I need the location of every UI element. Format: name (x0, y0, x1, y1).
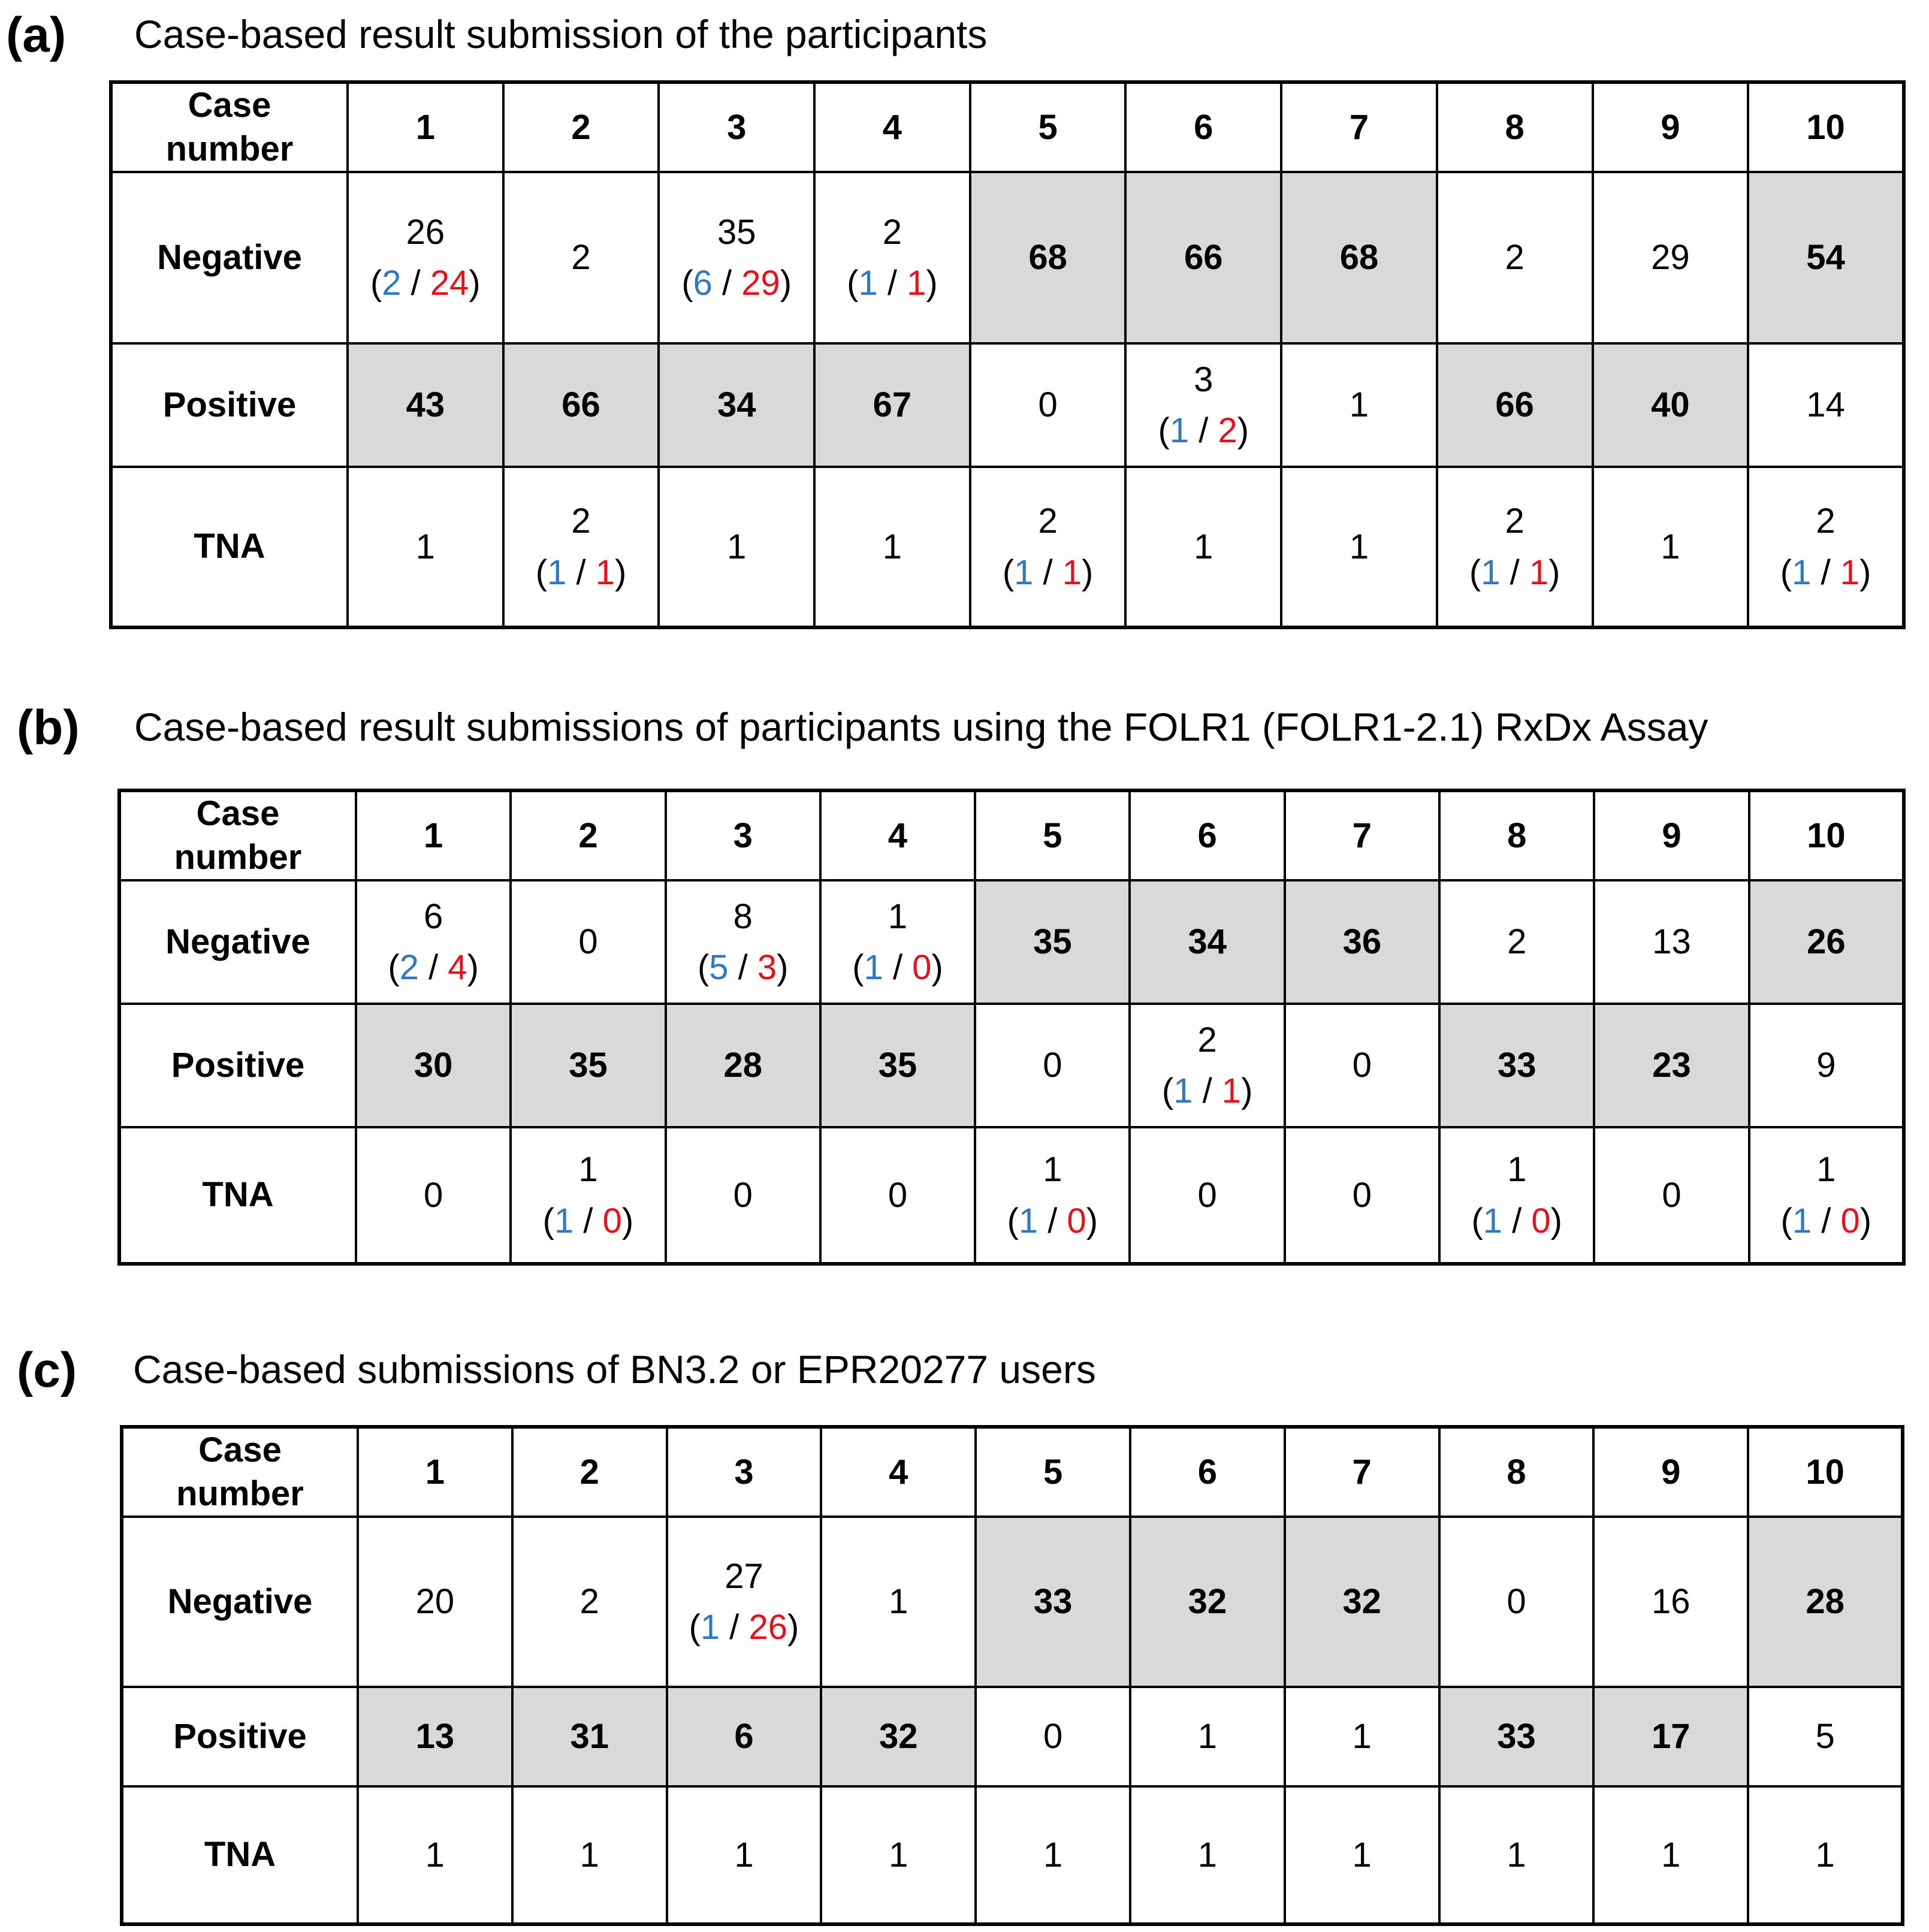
result-cell (667, 1517, 822, 1687)
result-cell (1285, 1004, 1439, 1127)
case-column-header: 2 (503, 82, 659, 172)
cell-total: 1 (1661, 527, 1680, 566)
table-row (111, 467, 1904, 627)
case-column-header: 3 (659, 82, 814, 172)
result-cell (1285, 1786, 1439, 1924)
result-cell (1285, 880, 1439, 1004)
case-column-header: 3 (666, 790, 820, 880)
split-value-red: 1 (907, 264, 926, 303)
case-column-header: 2 (512, 1427, 667, 1517)
table-row (122, 1687, 1903, 1786)
cell-total: 2 (571, 238, 591, 277)
result-cell (975, 880, 1130, 1004)
cell-split: (1 / 0) (1780, 1201, 1872, 1240)
split-value-red: 1 (1529, 553, 1549, 592)
result-cell (1439, 1127, 1594, 1264)
split-value-red: 3 (757, 948, 777, 987)
result-cell (358, 1517, 512, 1687)
cell-total: 6 (424, 896, 443, 936)
cell-total: 1 (415, 527, 435, 566)
table-row (111, 172, 1904, 343)
cell-total: 68 (1339, 238, 1379, 277)
result-cell (348, 467, 503, 627)
case-column-header: 8 (1439, 790, 1594, 880)
result-cell (970, 467, 1126, 627)
cell-total: 1 (1197, 1717, 1218, 1756)
result-cell (356, 1127, 511, 1264)
cell-split: (6 / 29) (681, 264, 792, 303)
row-label: Positive (122, 1687, 358, 1786)
result-cell (511, 880, 665, 1004)
cell-total: 1 (1507, 1835, 1526, 1874)
result-cell (1748, 1687, 1903, 1786)
cell-total: 1 (1349, 527, 1369, 566)
cell-total: 3 (1194, 360, 1213, 399)
cell-total: 20 (415, 1582, 455, 1622)
cell-total: 1 (425, 1835, 445, 1874)
case-column-header: 9 (1594, 790, 1749, 880)
cell-total: 0 (1043, 1046, 1062, 1085)
case-column-header: 4 (814, 82, 970, 172)
cell-total: 31 (570, 1717, 609, 1756)
cell-total: 68 (1028, 238, 1067, 277)
cell-total: 32 (1342, 1582, 1381, 1622)
cell-total: 30 (413, 1046, 453, 1085)
cell-total: 2 (1816, 502, 1836, 541)
result-cell (1594, 1004, 1749, 1127)
result-cell (1593, 1517, 1748, 1687)
split-value-red: 0 (602, 1201, 622, 1240)
result-cell (512, 1786, 667, 1924)
split-value-red: 24 (430, 264, 469, 303)
cell-total: 13 (415, 1717, 455, 1756)
result-cell (1437, 343, 1593, 467)
result-cell (1130, 880, 1284, 1004)
cell-split: (1 / 0) (1471, 1201, 1562, 1240)
split-value-red: 26 (748, 1608, 788, 1647)
result-cell (666, 880, 820, 1004)
result-cell (1593, 1786, 1748, 1924)
cell-split: (1 / 1) (1780, 553, 1871, 592)
cell-split: (1 / 2) (1158, 411, 1249, 450)
cell-total: 1 (1816, 1150, 1836, 1190)
split-value-blue: 1 (1792, 553, 1812, 592)
cell-total: 26 (406, 212, 445, 252)
cell-total: 2 (571, 502, 591, 541)
split-value-red: 29 (741, 264, 780, 303)
cell-total: 1 (1815, 1835, 1835, 1874)
cell-total: 54 (1806, 238, 1845, 277)
split-value-blue: 1 (1169, 411, 1190, 450)
table-row (122, 1517, 1903, 1687)
result-cell (1125, 343, 1281, 467)
cell-total: 0 (1352, 1046, 1372, 1085)
cell-total: 0 (1352, 1175, 1372, 1215)
result-cell (976, 1517, 1130, 1687)
cell-total: 43 (406, 385, 445, 425)
cell-total: 1 (578, 1150, 598, 1190)
cell-total: 23 (1652, 1046, 1691, 1085)
result-cell (976, 1786, 1130, 1924)
split-value-blue: 1 (1481, 553, 1501, 592)
table-row (119, 1127, 1904, 1264)
table-row (122, 1786, 1903, 1924)
cell-total: 66 (562, 385, 600, 425)
result-cell (356, 880, 511, 1004)
table-row (119, 880, 1904, 1004)
result-cell (1130, 1786, 1285, 1924)
cell-total: 0 (578, 922, 598, 962)
cell-total: 0 (1043, 1717, 1063, 1756)
result-cell (356, 1004, 511, 1127)
result-cell (814, 467, 970, 627)
case-column-header: 10 (1748, 82, 1904, 172)
row-label: TNA (122, 1786, 358, 1924)
split-value-blue: 1 (1018, 1201, 1039, 1240)
row-label: Positive (119, 1004, 356, 1127)
row-label: TNA (119, 1127, 356, 1264)
case-column-header: 4 (820, 790, 975, 880)
cell-split: (1 / 1) (847, 264, 938, 303)
result-cell (1748, 172, 1904, 343)
result-cell (976, 1687, 1130, 1786)
cell-total: 1 (882, 527, 902, 566)
cell-total: 35 (717, 212, 756, 252)
split-value-red: 1 (1062, 553, 1082, 592)
result-cell (1130, 1127, 1284, 1264)
result-cell (821, 1517, 976, 1687)
cell-split: (1 / 1) (1002, 553, 1094, 592)
result-cell (1125, 172, 1281, 343)
case-column-header: 7 (1281, 82, 1437, 172)
cell-total: 34 (1188, 922, 1227, 962)
case-column-header: 1 (348, 82, 503, 172)
cell-total: 66 (1184, 238, 1223, 277)
cell-total: 2 (1507, 922, 1527, 962)
result-cell (1748, 1517, 1903, 1687)
result-cell (503, 343, 659, 467)
result-cell (820, 1004, 975, 1127)
result-cell (1437, 172, 1593, 343)
split-value-blue: 1 (554, 1201, 574, 1240)
cell-total: 9 (1816, 1046, 1836, 1085)
split-value-blue: 1 (1483, 1201, 1503, 1240)
panel-label: (b) (17, 701, 80, 755)
result-cell (1281, 467, 1437, 627)
cell-total: 0 (1662, 1175, 1682, 1215)
result-cell (975, 1127, 1130, 1264)
case-column-header: 7 (1285, 790, 1439, 880)
split-value-red: 1 (1221, 1071, 1242, 1110)
case-column-header: 9 (1593, 82, 1749, 172)
result-cell (1593, 172, 1749, 343)
split-value-red: 0 (1531, 1201, 1551, 1240)
row-label: Negative (111, 172, 348, 343)
result-cell (975, 1004, 1130, 1127)
cell-split: (1 / 1) (1161, 1071, 1253, 1110)
row-label: Positive (111, 343, 348, 467)
split-value-red: 1 (1840, 553, 1859, 592)
result-cell (970, 343, 1126, 467)
cell-split: (1 / 0) (542, 1201, 634, 1240)
result-cell (666, 1004, 820, 1127)
case-column-header: 10 (1748, 1427, 1903, 1517)
result-cell (1281, 172, 1437, 343)
result-cell (1594, 880, 1749, 1004)
cell-total: 1 (1352, 1835, 1372, 1874)
result-cell (659, 343, 814, 467)
results-table (117, 789, 1906, 1266)
cell-total: 2 (1038, 502, 1058, 541)
split-value-blue: 1 (858, 264, 878, 303)
case-column-header: 3 (667, 1427, 822, 1517)
result-cell (1130, 1687, 1285, 1786)
cell-total: 33 (1497, 1717, 1536, 1756)
result-cell (1125, 467, 1281, 627)
cell-total: 1 (1349, 385, 1369, 425)
result-cell (1439, 1687, 1594, 1786)
result-cell (358, 1786, 512, 1924)
result-cell (348, 343, 503, 467)
result-cell (1439, 1004, 1594, 1127)
cell-total: 1 (734, 1835, 754, 1874)
case-column-header: 5 (976, 1427, 1130, 1517)
split-value-red: 0 (912, 948, 932, 987)
cell-total: 26 (1807, 922, 1846, 962)
split-value-blue: 1 (1173, 1071, 1193, 1110)
result-cell (667, 1687, 822, 1786)
row-label: Negative (122, 1517, 358, 1687)
cell-split: (1 / 0) (852, 948, 943, 987)
cell-total: 2 (1505, 238, 1525, 277)
result-cell (1130, 1517, 1285, 1687)
cell-total: 29 (1651, 238, 1690, 277)
result-cell (1439, 1786, 1594, 1924)
cell-total: 0 (733, 1175, 753, 1215)
split-value-red: 0 (1067, 1201, 1086, 1240)
cell-total: 1 (1197, 1835, 1218, 1874)
cell-total: 14 (1806, 385, 1845, 425)
cell-split: (1 / 26) (689, 1608, 799, 1647)
cell-total: 67 (873, 385, 912, 425)
cell-total: 35 (569, 1046, 608, 1085)
case-column-header: 10 (1749, 790, 1904, 880)
cell-split: (2 / 24) (370, 264, 481, 303)
split-value-blue: 1 (1014, 553, 1034, 592)
case-column-header: 2 (511, 790, 665, 880)
cell-total: 1 (727, 527, 747, 566)
cell-total: 1 (1043, 1835, 1063, 1874)
split-value-blue: 2 (382, 264, 402, 303)
cell-total: 1 (1043, 1150, 1062, 1190)
result-cell (1285, 1127, 1439, 1264)
results-table (109, 80, 1906, 629)
split-value-blue: 5 (709, 948, 729, 987)
result-cell (814, 172, 970, 343)
cell-total: 0 (424, 1175, 443, 1215)
case-column-header: 6 (1130, 1427, 1285, 1517)
cell-total: 2 (1505, 502, 1525, 541)
cell-total: 17 (1652, 1717, 1690, 1756)
result-cell (1437, 467, 1593, 627)
split-value-blue: 2 (399, 948, 419, 987)
result-cell (503, 467, 659, 627)
cell-total: 32 (879, 1717, 918, 1756)
result-cell (1748, 467, 1904, 627)
cell-total: 1 (1507, 1150, 1527, 1190)
case-column-header: 6 (1130, 790, 1284, 880)
result-cell (820, 880, 975, 1004)
cell-total: 1 (579, 1835, 599, 1874)
result-cell (814, 343, 970, 467)
cell-total: 34 (717, 385, 756, 425)
case-column-header: 6 (1125, 82, 1281, 172)
cell-total: 1 (1194, 527, 1213, 566)
cell-total: 1 (887, 896, 908, 936)
case-column-header: 4 (821, 1427, 976, 1517)
result-cell (1439, 1517, 1594, 1687)
panel-title: Case-based result submission of the participants (134, 12, 988, 56)
result-cell (659, 467, 814, 627)
panel-title: Case-based result submissions of participants using the FOLR1 (FOLR1-2.1) RxDx Assay (134, 705, 1708, 749)
cell-total: 1 (1352, 1717, 1372, 1756)
result-cell (1593, 1687, 1748, 1786)
panel-label: (a) (6, 8, 67, 62)
result-cell (1748, 343, 1904, 467)
result-cell (820, 1127, 975, 1264)
cell-total: 33 (1497, 1046, 1536, 1085)
result-cell (1439, 880, 1594, 1004)
cell-total: 27 (724, 1556, 763, 1596)
cell-total: 66 (1495, 385, 1534, 425)
cell-split: (1 / 0) (1007, 1201, 1098, 1240)
result-cell (666, 1127, 820, 1264)
result-cell (659, 172, 814, 343)
cell-total: 0 (887, 1175, 908, 1215)
header-row (111, 82, 1904, 172)
cell-total: 2 (579, 1582, 599, 1622)
result-cell (821, 1786, 976, 1924)
cell-total: 6 (734, 1717, 754, 1756)
result-cell (511, 1127, 665, 1264)
result-cell (358, 1687, 512, 1786)
result-cell (970, 172, 1126, 343)
split-value-red: 2 (1218, 411, 1237, 450)
split-value-blue: 1 (547, 553, 567, 592)
cell-total: 16 (1652, 1582, 1690, 1622)
cell-total: 1 (889, 1835, 908, 1874)
cell-total: 0 (1038, 385, 1058, 425)
result-cell (512, 1687, 667, 1786)
split-value-red: 4 (448, 948, 467, 987)
case-column-header: 8 (1439, 1427, 1594, 1517)
panel-title: Case-based submissions of BN3.2 or EPR20277 users (133, 1347, 1096, 1391)
cell-total: 1 (1661, 1835, 1681, 1874)
result-cell (1281, 343, 1437, 467)
result-cell (821, 1687, 976, 1786)
row-label: TNA (111, 467, 348, 627)
cell-total: 36 (1342, 922, 1382, 962)
cell-total: 32 (1188, 1582, 1227, 1622)
result-cell (512, 1517, 667, 1687)
results-table (120, 1425, 1904, 1926)
cell-total: 0 (1507, 1582, 1526, 1622)
result-cell (511, 1004, 665, 1127)
case-column-header: 5 (970, 82, 1126, 172)
result-cell (348, 172, 503, 343)
table-row (111, 343, 1904, 467)
result-cell (1749, 1004, 1904, 1127)
case-number-header: Case number (111, 82, 348, 172)
case-column-header: 1 (356, 790, 511, 880)
case-column-header: 7 (1285, 1427, 1439, 1517)
cell-split: (2 / 4) (388, 948, 479, 987)
case-column-header: 1 (358, 1427, 512, 1517)
split-value-blue: 1 (864, 948, 883, 987)
case-column-header: 9 (1593, 1427, 1748, 1517)
result-cell (1593, 343, 1749, 467)
result-cell (1285, 1687, 1439, 1786)
split-value-red: 1 (595, 553, 615, 592)
cell-total: 2 (1197, 1020, 1217, 1059)
cell-total: 8 (733, 896, 753, 936)
header-row (119, 790, 1904, 880)
panel-label: (c) (17, 1343, 77, 1397)
case-column-header: 8 (1437, 82, 1593, 172)
cell-total: 28 (723, 1046, 762, 1085)
case-number-header: Case number (119, 790, 356, 880)
cell-split: (5 / 3) (697, 948, 789, 987)
split-value-red: 0 (1840, 1201, 1860, 1240)
result-cell (503, 172, 659, 343)
case-column-header: 5 (975, 790, 1130, 880)
row-label: Negative (119, 880, 356, 1004)
result-cell (1749, 1127, 1904, 1264)
result-cell (1594, 1127, 1749, 1264)
split-value-blue: 1 (1792, 1201, 1812, 1240)
result-cell (1593, 467, 1749, 627)
table-row (119, 1004, 1904, 1127)
cell-total: 40 (1651, 385, 1690, 425)
header-row (122, 1427, 1903, 1517)
cell-total: 28 (1806, 1582, 1845, 1622)
cell-total: 1 (889, 1582, 908, 1622)
split-value-blue: 6 (693, 264, 713, 303)
cell-total: 33 (1033, 1582, 1073, 1622)
cell-split: (1 / 1) (535, 553, 627, 592)
result-cell (1749, 880, 1904, 1004)
result-cell (667, 1786, 822, 1924)
cell-total: 0 (1197, 1175, 1217, 1215)
result-cell (1130, 1004, 1284, 1127)
result-cell (1748, 1786, 1903, 1924)
cell-split: (1 / 1) (1469, 553, 1560, 592)
split-value-blue: 1 (700, 1608, 720, 1647)
case-number-header: Case number (122, 1427, 358, 1517)
cell-total: 35 (878, 1046, 917, 1085)
result-cell (1285, 1517, 1439, 1687)
cell-total: 2 (882, 212, 902, 252)
cell-total: 35 (1033, 922, 1072, 962)
cell-total: 13 (1652, 922, 1691, 962)
cell-total: 5 (1815, 1717, 1835, 1756)
